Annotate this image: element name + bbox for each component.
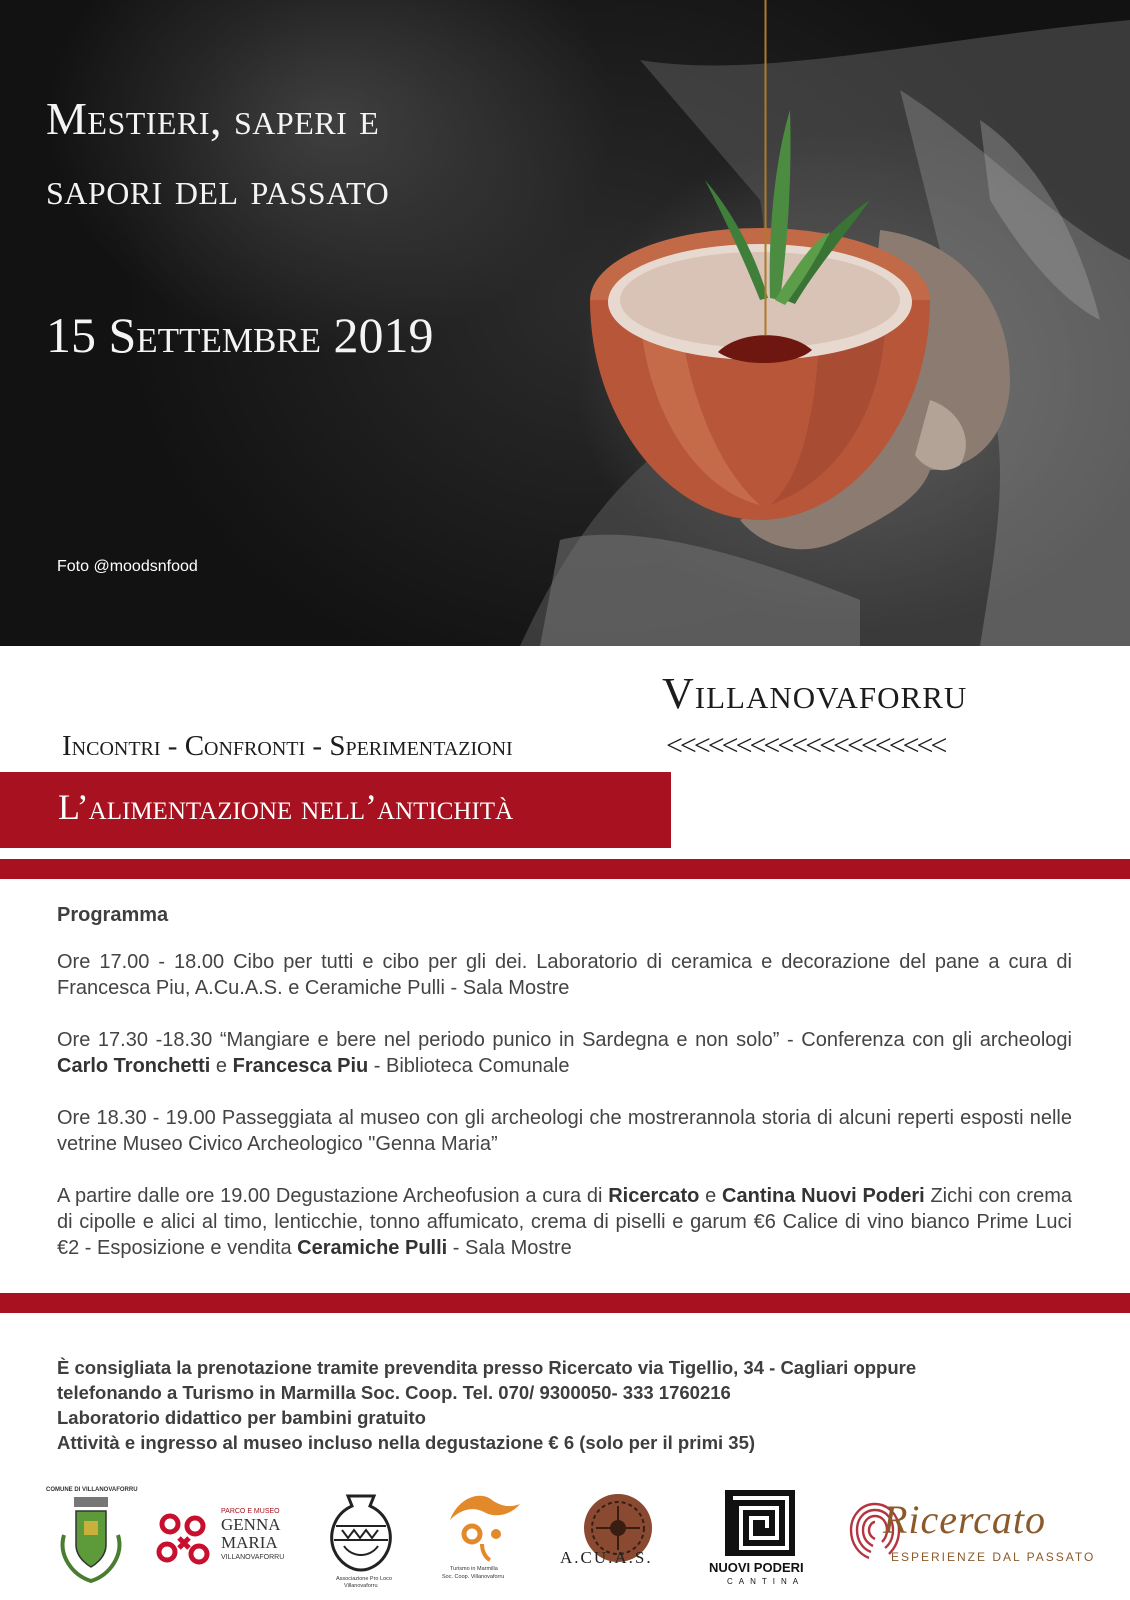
hero-title-line-1: Mestieri, saperi e <box>46 93 380 144</box>
genna-maria-caption-top: PARCO E MUSEO <box>221 1508 280 1515</box>
theme-banner-text: L’alimentazione nell’antichità <box>58 787 514 827</box>
booking-note: È consigliata la prenotazione tramite prevendita presso Ricercato via Tigellio, 34 - Cagliari oppure <box>57 1357 917 1378</box>
nuovi-poderi-caption: NUOVI PODERI <box>709 1560 804 1575</box>
hero-title <box>46 84 389 224</box>
acuas-caption: A.CU.A.S. <box>560 1548 653 1567</box>
program-item-3 <box>57 1105 1072 1157</box>
turismo-caption: Soc. Coop. Villanovaforru <box>442 1574 505 1580</box>
hero-photo <box>0 0 1130 646</box>
pro-loco-caption: Villanovaforru <box>344 1583 378 1589</box>
program-item-4-text: A partire dalle ore 19.00 Degustazione Archeofusion a cura di <box>57 1185 609 1207</box>
booking-note: Laboratorio didattico per bambini gratuito <box>57 1407 426 1428</box>
divider-rule-top <box>0 859 1130 879</box>
genna-maria-caption-name: GENNA <box>221 1515 281 1534</box>
ricercato-tagline: ESPERIENZE DAL PASSATO <box>891 1550 1096 1564</box>
logo-ricercato <box>845 1496 1105 1576</box>
partner-name: Ricercato <box>608 1185 700 1207</box>
logo-parco-genna-maria <box>155 1508 285 1578</box>
tagline: Incontri - Confronti - Sperimentazioni <box>62 730 513 762</box>
turismo-caption: Turismo in Marmilla <box>450 1566 498 1572</box>
logo-pro-loco <box>322 1492 400 1594</box>
program-item-4 <box>57 1183 1072 1261</box>
program-item-4-text: Zichi con crema di cipolle e alici al timo, lenticchie, tonno affumicato, crema di piselli e garum €6 Calice di vino bianco Prime Luci €2 - Esposizione e vendita <box>57 1185 1072 1259</box>
booking-note: Attività e ingresso al museo incluso nella degustazione € 6 (solo per il primi 35) <box>57 1432 756 1453</box>
program-item-2 <box>57 1027 1072 1079</box>
program-item-3-text: Ore 18.30 - 19.00 Passeggiata al museo con gli archeologi che mostrerannola storia di alcuni reperti esposti nelle vetrine Museo Civico Archeologico "Genna Maria” <box>57 1107 1072 1155</box>
program-section <box>57 902 1072 1287</box>
coat-of-arms-icon <box>46 1495 136 1587</box>
hero-title-line-2: sapori del passato <box>46 163 390 214</box>
logo-acuas <box>560 1492 672 1572</box>
booking-notes <box>57 1355 1097 1455</box>
program-item-2-text: e <box>210 1055 233 1077</box>
photo-credit: Foto @moodsnfood <box>57 558 198 575</box>
partner-name: Ceramiche Pulli <box>297 1237 448 1259</box>
program-item-1-text: Ore 17.00 - 18.00 Cibo per tutti e cibo per gli dei. Laboratorio di ceramica e decorazione del pane a cura di Francesca Piu, A.Cu.A.S. e Ceramiche Pulli - Sala Mostre <box>57 951 1072 999</box>
ricercato-wordmark: Ricercato <box>883 1497 1047 1542</box>
program-item-2-text: - Biblioteca Comunale <box>368 1055 570 1077</box>
program-item-1 <box>57 949 1072 1001</box>
genna-maria-caption-name: MARIA <box>221 1533 278 1552</box>
program-item-4-text: - Sala Mostre <box>447 1237 572 1259</box>
logo-comune-villanovaforru <box>46 1487 136 1587</box>
turismo-symbol-icon <box>444 1490 524 1562</box>
logo-comune-caption: COMUNE DI VILLANOVAFORRU <box>46 1487 138 1493</box>
logo-turismo-marmilla <box>442 1490 526 1590</box>
theme-banner <box>0 772 671 848</box>
program-heading: Programma <box>57 904 169 926</box>
partner-name: Cantina Nuovi Poderi <box>722 1185 925 1207</box>
program-item-4-text: e <box>699 1185 723 1207</box>
program-item-2-text: Ore 17.30 -18.30 “Mangiare e bere nel periodo punico in Sardegna e non solo” - Conferenza con gli archeologi <box>57 1029 1072 1051</box>
pro-loco-caption: Associazione Pro Loco <box>336 1576 392 1582</box>
divider-rule-bottom <box>0 1293 1130 1313</box>
vase-icon <box>322 1492 400 1574</box>
speaker-name: Francesca Piu <box>232 1055 369 1077</box>
genna-maria-symbol-icon <box>155 1512 217 1574</box>
speaker-name: Carlo Tronchetti <box>57 1055 211 1077</box>
booking-note: telefonando a Turismo in Marmilla Soc. Coop. Tel. 070/ 9300050- 333 1760216 <box>57 1382 731 1403</box>
spiral-maze-icon <box>725 1490 795 1556</box>
genna-maria-caption-bottom: VILLANOVAFORRU <box>221 1554 285 1561</box>
logo-nuovi-poderi <box>705 1490 815 1590</box>
event-date: 15 Settembre 2019 <box>46 307 434 363</box>
decorative-arrows: <<<<<<<<<<<<<<<<<<<< <box>666 729 945 762</box>
nuovi-poderi-caption: CANTINA <box>727 1577 805 1586</box>
location-title: Villanovaforru <box>662 669 968 718</box>
